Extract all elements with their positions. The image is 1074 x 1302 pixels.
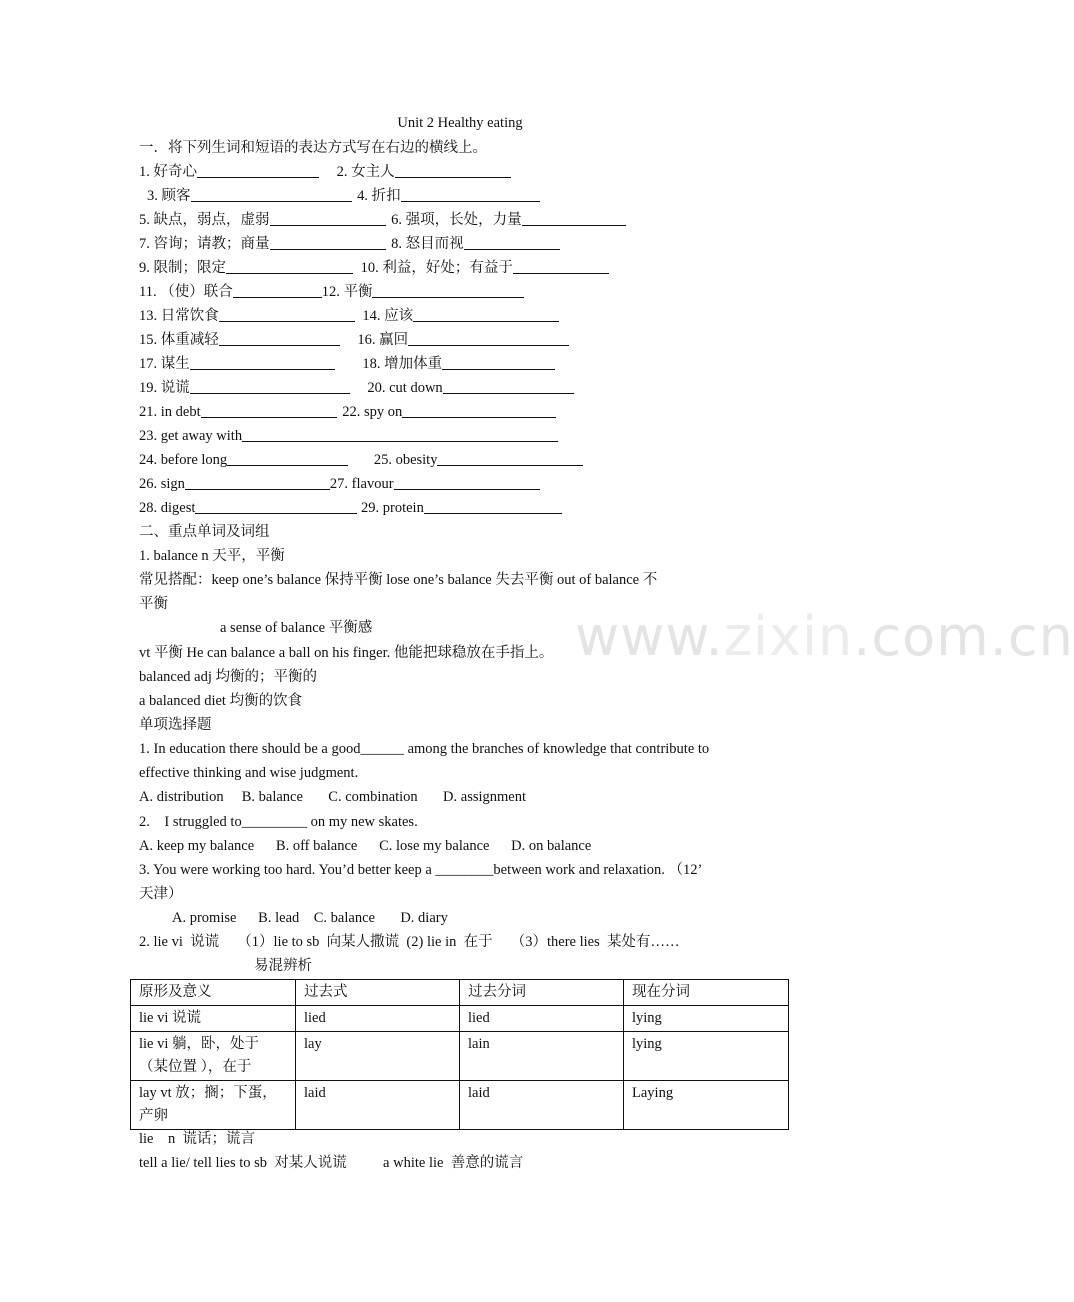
vocab-item-25: 25. obesity <box>373 452 438 468</box>
table-header-cell: 过去分词 <box>460 980 624 1006</box>
vocab-item-6: 6. 强项，长处，力量 <box>391 212 522 228</box>
table-cell: lain <box>460 1032 624 1081</box>
vocab-item-29: 29. protein <box>361 500 424 516</box>
answer-blank[interactable] <box>402 402 556 418</box>
watermark-part: www. <box>575 605 724 668</box>
answer-blank[interactable] <box>201 402 337 418</box>
vocab-item-10: 10. 利益，好处；有益于 <box>360 260 513 276</box>
balance-headword: 1. balance n 天平，平衡 <box>139 548 285 564</box>
table-cell: lying <box>624 1006 789 1032</box>
lie-usage: tell a lie/ tell lies to sb 对某人说谎 a white lie 善意的谎言 <box>139 1155 524 1171</box>
table-cell: lay vt 放；搁；下蛋，产卵 <box>131 1081 296 1130</box>
vocab-row-14 <box>139 473 540 495</box>
vocab-row-1 <box>139 161 511 183</box>
vocab-item-8: 8. 怒目而视 <box>391 236 464 252</box>
table-cell: lied <box>296 1006 460 1032</box>
question-2-options: A. keep my balance B. off balance C. lose my balance D. on balance <box>139 838 592 854</box>
vocab-row-13 <box>139 449 583 471</box>
question-1-options: A. distribution B. balance C. combination D. assignment <box>139 789 527 805</box>
answer-blank[interactable] <box>424 498 562 514</box>
vocab-item-2: 2. 女主人 <box>336 164 395 180</box>
answer-blank[interactable] <box>413 306 559 322</box>
vocab-item-5: 5. 缺点，弱点，虚弱 <box>139 212 270 228</box>
answer-blank[interactable] <box>191 186 352 202</box>
question-1-cont: effective thinking and wise judgment. <box>139 765 359 781</box>
vocab-row-10 <box>139 377 574 399</box>
table-row <box>131 1032 789 1081</box>
answer-blank[interactable] <box>242 426 558 442</box>
lie-headword: 2. lie vi 说谎 （1）lie to sb 向某人撒谎 (2) lie in 在于 （3）there lies 某处有…… <box>139 934 680 950</box>
balance-verb-example: vt 平衡 He can balance a ball on his finger. 他能把球稳放在手指上。 <box>139 645 554 661</box>
vocab-item-26: 26. sign <box>139 476 185 492</box>
question-3: 3. You were working too hard. You’d better keep a ________between work and relaxation. （12’ <box>139 862 703 878</box>
balanced-diet: a balanced diet 均衡的饮食 <box>139 693 303 709</box>
vocab-item-17: 17. 谋生 <box>139 356 190 372</box>
table-cell: Laying <box>624 1081 789 1130</box>
vocab-item-19: 19. 说谎 <box>139 380 190 396</box>
vocab-item-16: 16. 赢回 <box>357 332 409 348</box>
answer-blank[interactable] <box>227 450 348 466</box>
answer-blank[interactable] <box>395 162 511 178</box>
confusion-heading: 易混辨析 <box>254 958 312 974</box>
vocab-item-20: 20. cut down <box>367 380 443 396</box>
vocab-item-13: 13. 日常饮食 <box>139 308 219 324</box>
balance-sense: a sense of balance 平衡感 <box>220 620 373 636</box>
question-3-options: A. promise B. lead C. balance D. diary <box>172 910 448 926</box>
page-title: Unit 2 Healthy eating <box>397 115 523 131</box>
answer-blank[interactable] <box>513 258 609 274</box>
table-cell: lay <box>296 1032 460 1081</box>
answer-blank[interactable] <box>197 162 319 178</box>
answer-blank[interactable] <box>270 210 386 226</box>
vocab-row-11 <box>139 401 556 423</box>
answer-blank[interactable] <box>522 210 626 226</box>
answer-blank[interactable] <box>233 282 322 298</box>
lie-noun: lie n 谎话；谎言 <box>139 1131 255 1147</box>
vocab-item-18: 18. 增加体重 <box>362 356 443 372</box>
mcq-heading: 单项选择题 <box>139 717 212 733</box>
vocab-row-3 <box>139 209 626 231</box>
answer-blank[interactable] <box>464 234 560 250</box>
table-row <box>131 1081 789 1130</box>
table-cell: laid <box>296 1081 460 1130</box>
vocab-item-14: 14. 应该 <box>362 308 414 324</box>
vocab-item-28: 28. digest <box>139 500 196 516</box>
vocab-item-27: 27. flavour <box>329 476 394 492</box>
balance-collocations: 常见搭配：keep one’s balance 保持平衡 lose one’s balance 失去平衡 out of balance 不 <box>139 572 658 588</box>
answer-blank[interactable] <box>195 498 357 514</box>
balance-collocations-cont: 平衡 <box>139 596 168 612</box>
balanced-adjective: balanced adj 均衡的；平衡的 <box>139 669 317 685</box>
vocab-item-24: 24. before long <box>139 452 228 468</box>
answer-blank[interactable] <box>185 474 330 490</box>
answer-blank[interactable] <box>437 450 583 466</box>
vocab-item-12: 12. 平衡 <box>321 284 373 300</box>
answer-blank[interactable] <box>219 306 355 322</box>
vocab-item-11: 11. （使）联合 <box>139 284 233 300</box>
answer-blank[interactable] <box>442 354 555 370</box>
table-cell: lie vi 说谎 <box>131 1006 296 1032</box>
vocab-item-15: 15. 体重减轻 <box>139 332 219 348</box>
vocab-row-6 <box>139 281 524 303</box>
answer-blank[interactable] <box>226 258 353 274</box>
vocab-item-1: 1. 好奇心 <box>139 164 197 180</box>
answer-blank[interactable] <box>270 234 386 250</box>
section1-heading: 一．将下列生词和短语的表达方式写在右边的横线上。 <box>139 140 487 156</box>
answer-blank[interactable] <box>443 378 574 394</box>
table-header-cell: 现在分词 <box>624 980 789 1006</box>
table-cell: laid <box>460 1081 624 1130</box>
section2-heading: 二、重点单词及词组 <box>139 524 270 540</box>
vocab-item-21: 21. in debt <box>139 404 201 420</box>
vocab-item-22: 22. spy on <box>342 404 403 420</box>
table-header-cell: 过去式 <box>296 980 460 1006</box>
vocab-row-5 <box>139 257 609 279</box>
watermark-part: zixin <box>723 605 854 668</box>
vocab-row-7 <box>139 305 559 327</box>
vocab-row-15 <box>139 497 562 519</box>
answer-blank[interactable] <box>401 186 540 202</box>
table-cell: lying <box>624 1032 789 1081</box>
question-2: 2. I struggled to_________ on my new skates. <box>139 814 418 830</box>
answer-blank[interactable] <box>219 330 340 346</box>
answer-blank[interactable] <box>408 330 569 346</box>
answer-blank[interactable] <box>190 354 335 370</box>
vocab-row-8 <box>139 329 569 351</box>
vocab-item-9: 9. 限制；限定 <box>139 260 226 276</box>
vocab-item-7: 7. 咨询；请教；商量 <box>139 236 270 252</box>
table-cell: lied <box>460 1006 624 1032</box>
question-3-cont: 天津） <box>139 886 183 902</box>
watermark <box>575 605 1074 668</box>
lie-lay-table <box>130 979 789 1130</box>
watermark-part: .com.cn <box>853 605 1074 668</box>
question-1: 1. In education there should be a good______ among the branches of knowledge that contribute to <box>139 741 710 757</box>
table-row <box>131 1006 789 1032</box>
answer-blank[interactable] <box>190 378 350 394</box>
table-header-cell: 原形及意义 <box>131 980 296 1006</box>
vocab-row-9 <box>139 353 555 375</box>
table-cell: lie vi 躺，卧，处于（某位置 ），在于 <box>131 1032 296 1081</box>
vocab-item-23: 23. get away with <box>139 428 243 444</box>
vocab-row-2 <box>147 185 540 207</box>
answer-blank[interactable] <box>394 474 540 490</box>
vocab-item-4: 4. 折扣 <box>357 188 401 204</box>
vocab-row-12 <box>139 425 558 447</box>
vocab-item-3: 3. 顾客 <box>147 188 191 204</box>
answer-blank[interactable] <box>372 282 524 298</box>
table-header-row <box>131 980 789 1006</box>
vocab-row-4 <box>139 233 560 255</box>
